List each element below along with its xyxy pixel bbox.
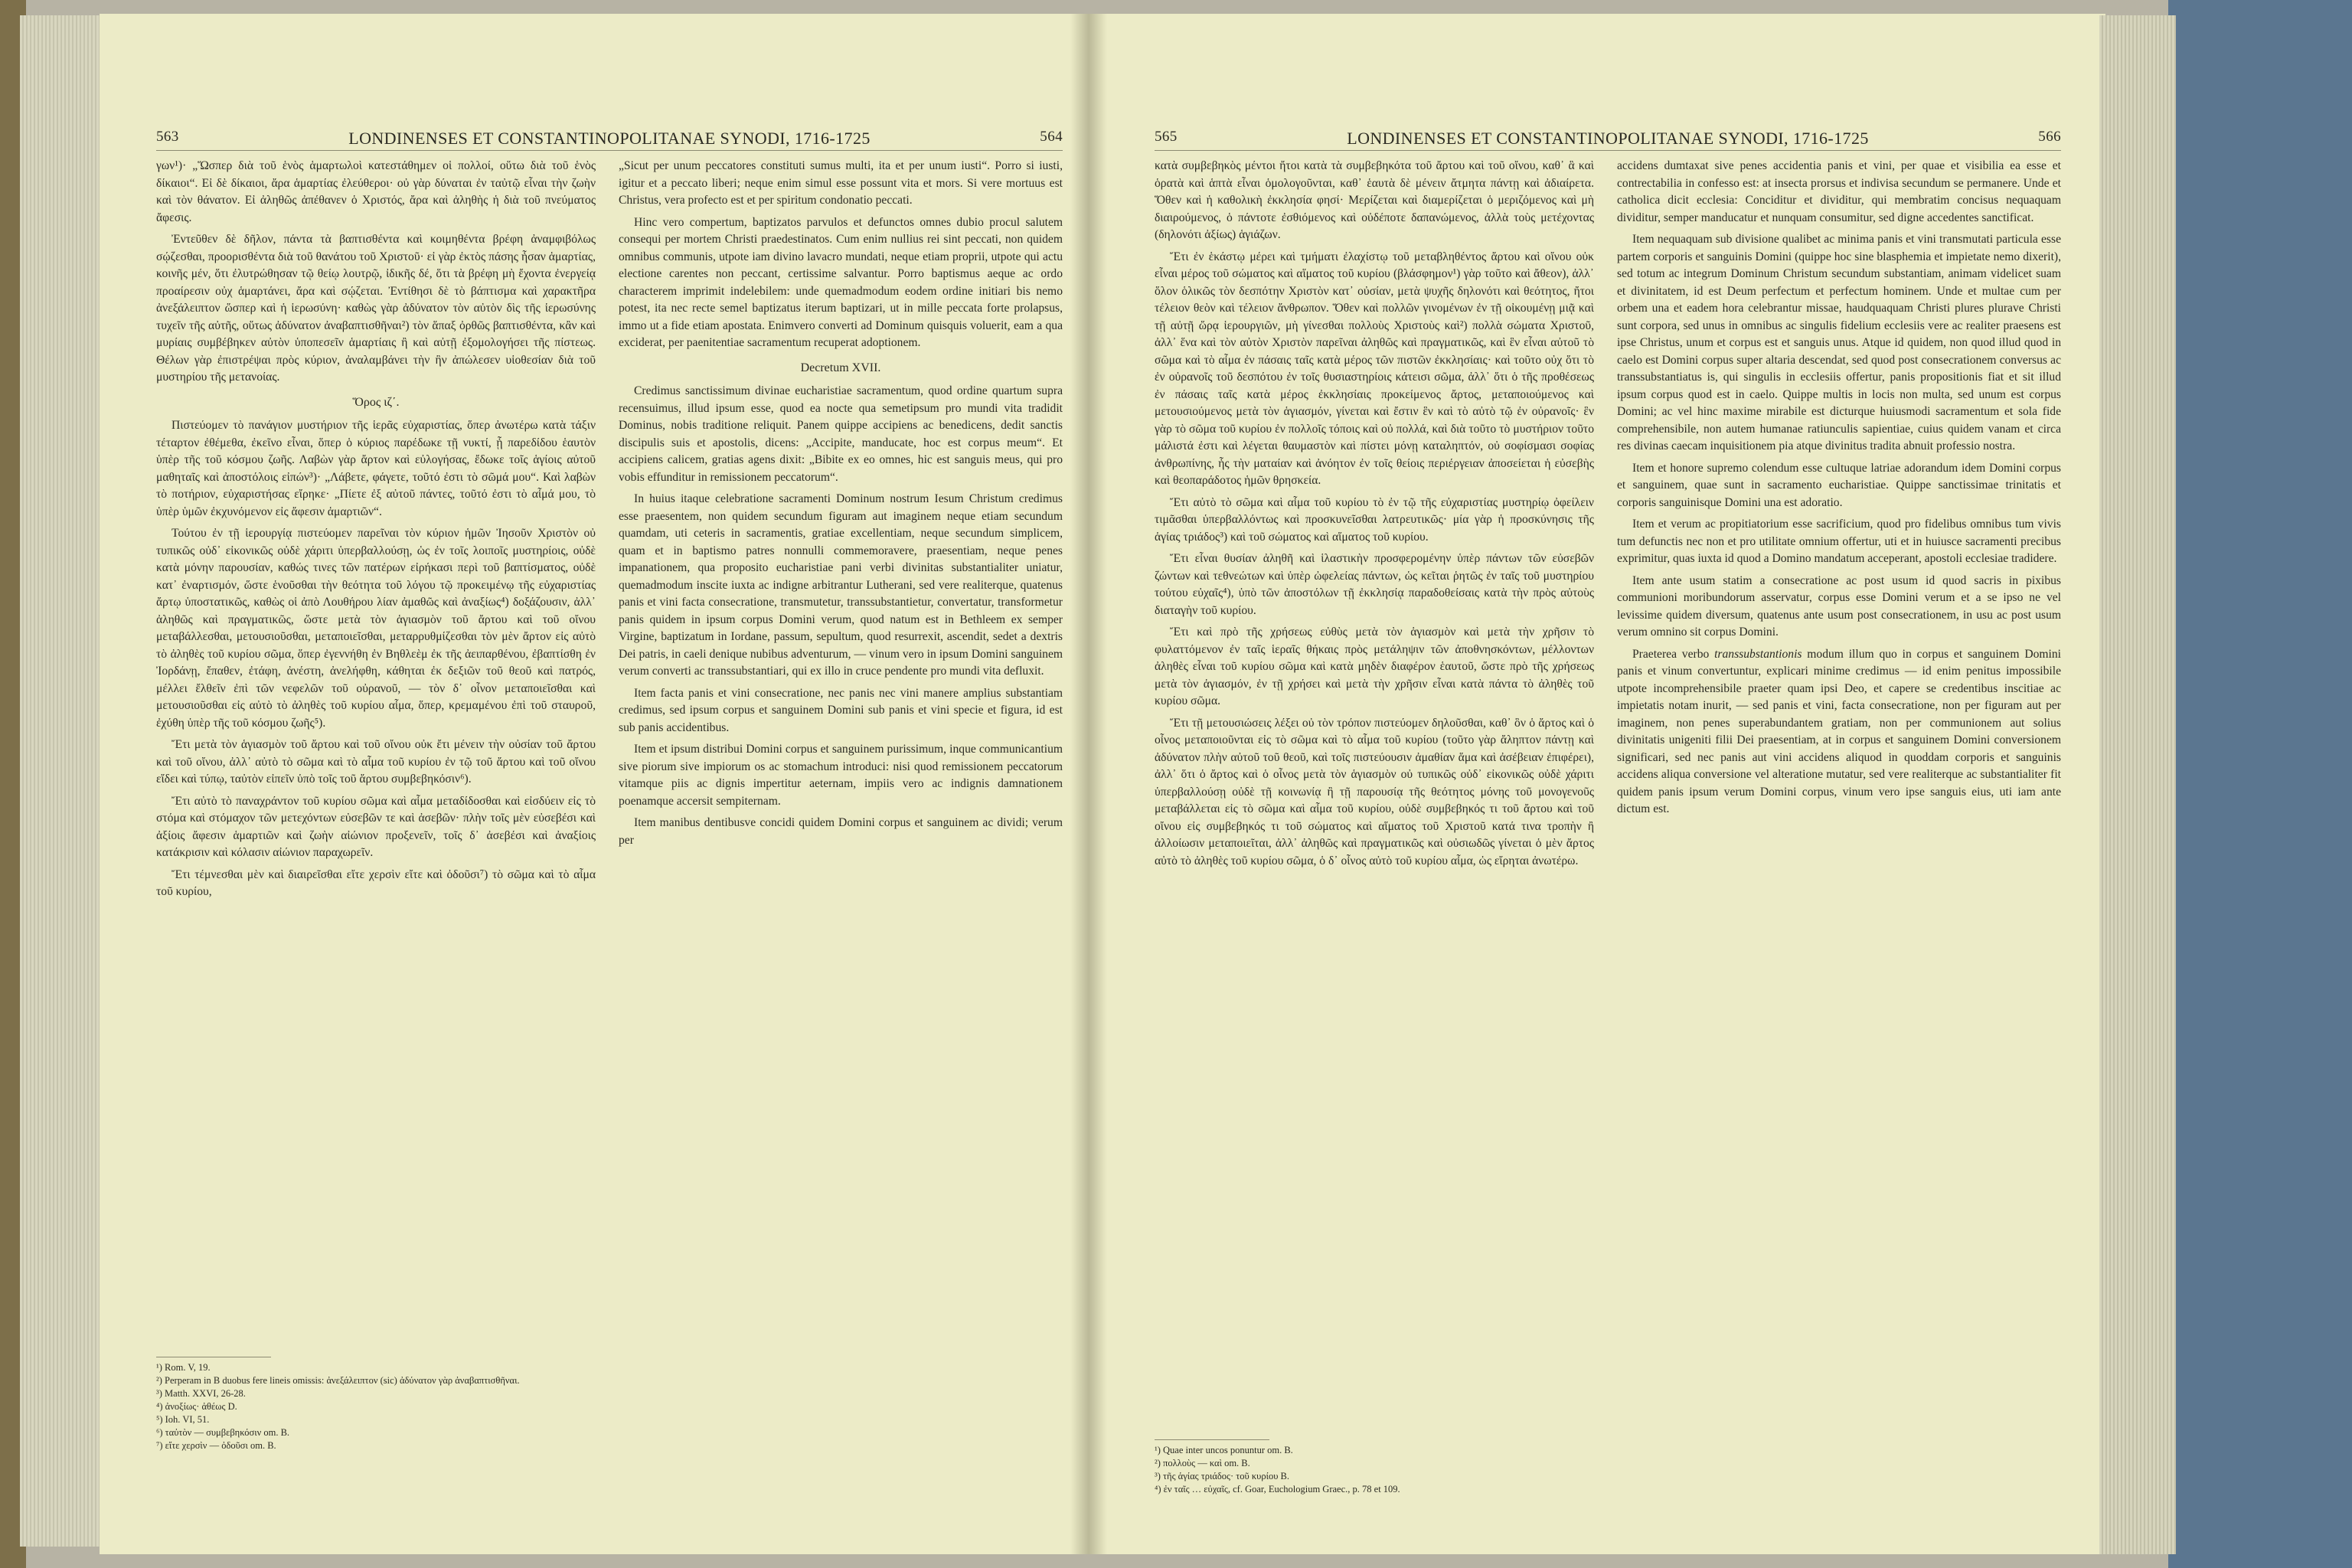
footnote: ²) πολλοὺς — καὶ om. B. bbox=[1155, 1458, 1250, 1468]
head-rule bbox=[156, 150, 1063, 151]
paragraph: Item et ipsum distribui Domini corpus et sanguinem purissimum, inque communicantium sive piorum sive impiorum os ac stomachum introduci: nisi quod remissionem peccatorum vitamque piis ac dignis impertitur aeternam, impiis vero ac indignis damnationem poenamque accersit sempiternam. bbox=[619, 743, 1063, 808]
footnote: ⁴) ἀνοξίως· ἀθέως D. bbox=[156, 1401, 237, 1412]
running-title: LONDINENSES ET CONSTANTINOPOLITANAE SYNODI, 1716-1725 bbox=[348, 129, 871, 148]
footnote-rule bbox=[1155, 1439, 1269, 1440]
footnote: ⁴) ἐν ταῖς … εὐχαῖς, cf. Goar, Euchologium Graec., p. 78 et 109. bbox=[1155, 1484, 1400, 1494]
text-run: Praeterea verbo bbox=[1632, 647, 1715, 661]
paragraph: Ἔτι αὐτὸ τὸ παναχράντον τοῦ κυρίου σῶμα καὶ αἷμα μεταδίδοσθαι καὶ εἰσδύειν εἰς τὸ στόμα καὶ στόμαχον τῶν μετεχόντων εὐσεβῶν τε καὶ ἀσεβῶν· πλὴν τοῖς μὲν εὐσεβέσι καὶ ἀξίοις ἄφεσιν ἁμαρτιῶν καὶ ζωὴν αἰώνιον προξενεῖν, τοῖς δ᾿ ἀσεβέσι καὶ ἀναξίοις κατάκρισιν καὶ κόλασιν αἰώνιον παραχωρεῖν. bbox=[156, 794, 596, 859]
footnotes bbox=[156, 1361, 596, 1452]
section-heading: Ὅρος ιζ΄. bbox=[352, 395, 400, 409]
paragraph bbox=[1617, 646, 2061, 818]
page-number: 563 bbox=[156, 129, 179, 145]
paragraph: In huius itaque celebratione sacramenti Dominum nostrum Iesum Christum credimus esse praesentem, non quidem secundum figuram aut imaginem neque etiam secundum quamdam, uti ceteris in sacramentis, gratiae excellentiam, neque secundum simplicem, quam et in baptismo patres nonnulli commemoraverе, praesentiam, neque penes impanationem, qua proposito eucharistiae pani verbi divinitas substantialiter uniatur, quemadmodum inscite iuxta ac indigne arbitrantur Lutherani, sed vere realiterque, quatenus panis et vini facta consecratione, transmutetur, transsubstantietur, convertatur, transformetur panis quidem in ipsum corpus Domini verum, quod natum est in Bethleem ex semper Virgine, baptizatum in Iordane, passum, sepultum, quod resurrexit, ascendit, sedet a dextris Dei patris, in caeli denique nubibus adventurum, — vinum vero in ipsum Domini sanguinem verum converti ac transsubstantiari, qui ex illo in cruce pendente pro mundi vita defluxit. bbox=[619, 492, 1063, 678]
paragraph: Τούτου ἐν τῇ ἱερουργίᾳ πιστεύομεν παρεῖναι τὸν κύριον ἡμῶν Ἰησοῦν Χριστὸν οὐ τυπικῶς οὐδ᾿ εἰκονικῶς οὐδὲ χάριτι ὑπερβαλλούσῃ, ὡς ἐν τοῖς λοιποῖς μυστηρίοις, οὐδὲ κατὰ μόνην παρουσίαν, καθώς τινες τῶν πατέρων εἰρήκασι περὶ τοῦ βαπτίσματος, οὐδὲ κατ᾿ ἐναρτισμόν, ὥστε ἑνοῦσθαι τὴν θεότητα τοῦ λόγου τῷ προκειμένῳ τῆς εὐχαριστίας ἄρτῳ ὑποστατικῶς, καθὼς οἱ ἀπὸ Λουθήρου λίαν ἀμαθῶς καὶ ἀναξίως⁴) δοξάζουσιν, ἀλλ᾿ ἀληθῶς καὶ πραγματικῶς, ὥστε μετὰ τὸν ἁγιασμὸν τοῦ ἄρτου καὶ τοῦ οἴνου μεταβάλλεσθαι, μετουσιοῦσθαι, μεταποιεῖσθαι, μεταρρυθμίζεσθαι τὸν μὲν ἄρτον εἰς αὐτὸ τὸ ἀληθὲς τοῦ κυρίου σῶμα, ὅπερ ἐγεννήθη ἐν Βηθλεὲμ ἐκ τῆς ἀειπαρθένου, ἐβαπτίσθη ἐν Ἰορδάνῃ, ἔπαθεν, ἐτάφη, ἀνέστη, ἀνελήφθη, κάθηται ἐκ δεξιῶν τοῦ θεοῦ καὶ πατρός, μέλλει ἔλθεῖν ἐπὶ τῶν νεφελῶν τοῦ οὐρανοῦ, — τὸν δ᾿ οἶνον μεταποιεῖσθαι καὶ μετουσιοῦσθαι εἰς αὐτὸ τὸ ἀληθὲς τοῦ κυρίου αἷμα, ὅπερ, κρεμαμένου ἐπὶ τοῦ σταυροῦ, ἐχύθη ὑπὲρ τῆς τοῦ κόσμου ζωῆς⁵). bbox=[156, 527, 596, 730]
greek-column bbox=[156, 158, 596, 1349]
footnote: ¹) Rom. V, 19. bbox=[156, 1362, 211, 1373]
head-rule bbox=[1155, 150, 2061, 151]
paragraph: Item nequaquam sub divisione qualibet ac minima panis et vini transmutati particula esse partem corporis et sanguinis Domini (quippe hoc sine blasphemia et impietate nemo dixerit), sed totum ac integrum Dominum Christum secundum substantiam, animam videlicet suam et divinitatem, id est Deum perfectum et perfectum hominem. Unde et multae cum per orbem una et eadem hora celebrantur missae, haudquaquam Christi plures plurave Christi sunt corpora, sed unus in omnibus ac singulis fidelium ecclesiis vere ac realiter praesens est ipse Christus, unum et corpus est et sanguis unus. Atque id quidem, non quod illud quod in caelo est Domini corpus super altaria descendat, sed quod post consecrationem conversus ac transsubstantiatus is, qui singulis in ecclesiis offertur, panis propositionis fiat et sit illud ipsum corpus quod est in caelo. Quippe multis in locis non multa, sed unum est corpus Domini; ac vel hinc maxime mirabile est dicturque huiusmodi sacramentum et sola fide comprehensibile, non autem humanae ratiunculis sapientiae, cuius quidem vanam et circa res divinas caecam inquisitionem pia atque divinitus tradita abnuit professio nostra. bbox=[1617, 233, 2061, 452]
paragraph: Ἐντεῦθεν δὲ δῆλον, πάντα τὰ βαπτισθέντα καὶ κοιμηθέντα βρέφη ἀναμφιβόλως σῴζεσθαι, προορισθέντα διὰ τοῦ θανάτου τοῦ Χριστοῦ· εἰ γὰρ ἐκτὸς πάσης ἦσαν ἁμαρτίας, κοινῆς μέν, ὅτι ἐλυτρώθησαν τῷ θείῳ λουτρῷ, ἰδικῆς δέ, ὅτι τὰ βρέφη μὴ ἔχοντα ἐνεργείᾳ προαίρεσιν οὐχ ἁμαρτάνει, ἄρα καὶ σῴζεται. Ἐντίθησι δὲ τὸ βάπτισμα καὶ χαρακτῆρα ἀνεξάλειπτον ὥσπερ καὶ ἡ ἱερωσύνη· καθὼς γὰρ ἀδύνατον τὸν αὐτὸν δὶς τῆς ἱερωσύνης τυχεῖν τῆς αὐτῆς, οὕτως ἀδύνατον ἀναβαπτισθῆναι²) τὸν ἅπαξ ὀρθῶς βαπτισθέντα, κἂν καὶ μυρίαις συμβέβηκεν αὐτὸν ὑποπεσεῖν ἁμαρτίαις ἢ καὶ αὐτῇ ἐξομολογήσει τῆς πίστεως. Θέλων γὰρ ἐπιστρέψαι πρὸς κύριον, ἀναλαμβάνει τὴν ἣν ἀπώλεσεν υἱοθεσίαν διὰ τοῦ μυστηρίου τῆς μετανοίας. bbox=[156, 233, 596, 384]
footnote: ²) Perperam in B duobus fere lineis omissis: ἀνεξάλειπτον (sic) ἀδύνατον γὰρ ἀναβαπτισθῆναι. bbox=[156, 1375, 520, 1386]
footnote: ⁷) εἴτε χερσὶν — ὀδοῦσι om. B. bbox=[156, 1440, 276, 1451]
latin-column bbox=[1617, 158, 2061, 1452]
book-page-edges-left bbox=[20, 15, 106, 1547]
paragraph: Ἔτι ἐν ἑκάστῳ μέρει καὶ τμήματι ἐλαχίστῳ τοῦ μεταβληθέντος ἄρτου καὶ οἴνου οὐκ εἶναι μέρος τοῦ σώματος καὶ αἵματος τοῦ κυρίου (βλάσφημον¹) γὰρ τοῦτο καὶ ἄθεον), ἀλλ᾿ ὅλον ὁλικῶς τὸν δεσπότην Χριστὸν κατ᾿ οὐσίαν, μετὰ ψυχῆς δηλονότι καὶ θεότητος, ἤτοι τέλειον θεὸν καὶ τέλειον ἄνθρωπον. Ὅθεν καὶ πολλῶν γινομένων ἐν τῇ οἰκουμένῃ μιᾷ καὶ τῇ αὐτῇ ὥρᾳ ἱερουργιῶν, μὴ γίνεσθαι πολλοὺς Χριστοὺς καὶ²) πολλὰ σώματα Χριστοῦ, ἀλλ᾿ ἕνα καὶ τὸν αὐτὸν Χριστὸν παρεῖναι ἀληθῶς καὶ πραγματικῶς, καὶ ἓν εἶναι αὐτοῦ τὸ σῶμα καὶ τὸ αἷμα ἐν πάσαις ταῖς κατὰ μέρος τῶν πιστῶν ἐκκλησίαις· καὶ τοῦτο οὐχ ὅτι τὸ ἐν οὐρανοῖς τοῦ δεσπότου ἐν τοῖς θυσιαστηρίοις κάτεισι σῶμα, ἀλλ᾿ ὅτι ὁ τῆς προθέσεως ἐν πάσαις ταῖς κατὰ μέρος ἐκκλησίαις προκείμενος ἄρτος, μεταποιούμενος καὶ μετουσιούμενος μετὰ τὸν ἁγιασμόν, γίνεται καὶ ἔστιν ἓν καὶ τὸ αὐτὸ τῷ ἐν οὐρανοῖς· ἓν γὰρ τὸ σῶμα τοῦ κυρίου ἐν πολλοῖς τόποις καὶ οὐ πολλά, καὶ διὰ τοῦτο τὸ μυστήριον τοῦτο μάλιστά ἐστι καὶ λέγεται θαυμαστὸν καὶ πίστει μόνῃ καταληπτόν, οὐ σοφίσμασι σοφίας ἀνθρωπίνης, ἧς τὴν ματαίαν καὶ ἀνόητον ἐν τοῖς θείοις περιέργειαν ἀποσείεται ἡ εὐσεβὴς καὶ θεοπαράδοτος ἡμῶν θρησκεία. bbox=[1155, 250, 1594, 487]
page-number: 566 bbox=[2038, 129, 2061, 145]
right-page bbox=[1087, 14, 2105, 1554]
paragraph: Item ante usum statim a consecratione ac post usum id quod sacris in pixibus communioni moribundorum asservatur, corpus esse Domini verum et a se ipso ne vel levissime quidem diversum, quatenus ante usum post consecrationem, in usu ac post usum verum omnino sit corpus Domini. bbox=[1617, 573, 2061, 639]
paragraph: Ἔτι εἶναι θυσίαν ἀληθῆ καὶ ἱλαστικὴν προσφερομένην ὑπὲρ πάντων τῶν εὐσεβῶν ζώντων καὶ τεθνεώτων καὶ ὑπὲρ ὠφελείας πάντων, ὡς κεῖται ῥητῶς ἐν ταῖς τοῦ μυστηρίου τούτου εὐχαῖς⁴), ὑπὸ τῶν ἀποστόλων τῇ ἐκκλησίᾳ παραδοθείσαις κατὰ τὴν πρὸς αὐτοὺς διαταγὴν τοῦ κυρίου. bbox=[1155, 552, 1594, 617]
page-number: 564 bbox=[1040, 129, 1063, 145]
footnote: ⁶) ταὐτὸν — συμβεβηκόσιν om. B. bbox=[156, 1427, 290, 1438]
background-right bbox=[2168, 0, 2352, 1568]
paragraph: Hinc vero compertum, baptizatos parvulos et defunctos omnes dubio procul salutem consequi per mortem Christi praedestinatos. Cum enim nullius rei sint peccati, non quidem omnibus communis, utpote iam divino lavacro mundati, neque etiam proprii, utpote qui actu electione carentes non peccant, certissime salvantur. Porro baptismus aeque ac ordo characterem imprimit indelebilem: unde quemadmodum eodem ordine initiari bis nemo potest, ita nec recte semel baptizatus iterum baptizari, ut in mille peccata forte prolapsus, immo ut a fide etiam apostata. Enimvero converti ad Dominum quisquis voluerit, eam a qua exciderat, per paenitentiae sacramentum recuperat adoptionem. bbox=[619, 215, 1063, 349]
book-page-edges-right bbox=[2099, 15, 2176, 1554]
footnote: ⁵) Ioh. VI, 51. bbox=[156, 1414, 210, 1425]
page-number: 565 bbox=[1155, 129, 1178, 145]
paragraph: Item facta panis et vini consecratione, nec panis nec vini manere amplius substantiam credimus, sed ipsum corpus et sanguinem Domini sub panis et vini specie et figura, id est sub panis accidentibus. bbox=[619, 686, 1063, 734]
section-heading: Decretum XVII. bbox=[800, 361, 881, 374]
latin-column bbox=[619, 158, 1063, 1452]
text-run: modum illum quo in corpus et sanguinem Domini panis et vinum convertuntur, explicari minime credimus — id enim penitus impossibile utpote incomprehensibile praeter quam ipsi Deo, et capere se credentibus inscitiae ac impietatis notam inurit, — sed panis et vini, facta consecratione, non per figuram aut per imaginem, non penes superabundantem gratiam, non per communionem aut solius divinitatis unigeniti filii Dei praesentiam, at in corpus et sanguinem Domini conversionem significari, sed nec panis aut vini accidens aliquod in quoddam corporis et sanguinis accidens aliqua conversione vel alteratione mutatur, sed vere realiterque ac substantialiter fit quidem panis ipsum verum Domini corpus, vinum vero ipse sanguis eius, uti iam ante dictum est. bbox=[1617, 647, 2061, 815]
paragraph: Credimus sanctissimum divinae eucharistiae sacramentum, quod ordine quartum supra recensuimus, illud ipsum esse, quod ea nocte qua semetipsum pro mundi vita tradidit Dominus, nobis traditione reliquit. Panem quippe accipiens ac benedicens, dedit sanctis discipulis suis et apostolis, dicens: „Accipite, manducate, hoc est corpus meum“. Et accipiens calicem, gratias agens dixit: „Bibite ex eo omnes, hic est sanguis meus, qui pro vobis effunditur in remissionem peccatorum“. bbox=[619, 384, 1063, 484]
paragraph: Ἔτι καὶ πρὸ τῆς χρήσεως εὐθὺς μετὰ τὸν ἁγιασμὸν καὶ μετὰ τὴν χρῆσιν τὸ φυλαττόμενον ἐν ταῖς ἱεραῖς θήκαις πρὸς μετάληψιν τῶν ἀποθνησκόντων, μέλλοντων ἀληθὲς εἶναι τοῦ κυρίου σῶμα καὶ κατὰ μηδὲν διαφέρον ἑαυτοῦ, ὥστε πρὸ τῆς χρήσεως μετὰ τὸν ἁγιασμόν, ἐν τῇ χρήσει καὶ μετὰ τὴν χρῆσιν εἶναι κατὰ πάντα τὸ ἀληθὲς τοῦ κυρίου σῶμα. bbox=[1155, 626, 1594, 707]
paragraph: Ἔτι τῇ μετουσιώσεις λέξει οὐ τὸν τρόπον πιστεύομεν δηλοῦσθαι, καθ᾿ ὃν ὁ ἄρτος καὶ ὁ οἶνος μεταποιοῦνται εἰς τὸ σῶμα καὶ τὸ αἷμα τοῦ κυρίου (τοῦτο γὰρ ἄληπτον πάντῃ καὶ ἀδύνατον πλὴν αὐτοῦ τοῦ θεοῦ, καὶ τοῖς πιστεύουσιν ἀμαθίαν ἅμα καὶ ἀσέβειαν ἐπιφέρει), ἀλλ᾿ ὅτι ὁ ἄρτος καὶ ὁ οἶνος μετὰ τὸν ἁγιασμὸν οὐ τυπικῶς οὐδ᾿ εἰκονικῶς οὐδὲ χάριτι ὑπερβαλλούσῃ οὐδὲ τῇ κοινωνίᾳ ἢ τῇ παρουσίᾳ τῆς θεότητος μόνης τοῦ μονογενοῦς μεταβάλλεται εἰς τὸ σῶμα καὶ αἷμα τοῦ κυρίου, οὐδὲ συμβεβηκός τι τοῦ ἄρτου καὶ τοῦ οἴνου εἰς συμβεβηκός τι τοῦ σώματος καὶ αἵματος τοῦ Χριστοῦ κατά τινα τροπὴν ἢ ἀλλοίωσιν μεταποιεῖται, ἀλλ᾿ ἀληθῶς καὶ πραγματικῶς καὶ οὐσιωδῶς γίνεται ὁ μὲν ἄρτος αὐτὸ τὸ ἀληθὲς τοῦ κυρίου σῶμα, ὁ δ᾿ οἶνος αὐτὸ τοῦ κυρίου αἷμα, ὡς εἴρηται ἀνωτέρω. bbox=[1155, 716, 1594, 867]
footnotes bbox=[1155, 1444, 1594, 1496]
footnote: ¹) Quae inter uncos ponuntur om. B. bbox=[1155, 1445, 1293, 1455]
paragraph: accidens dumtaxat sive penes accidentia panis et vini, per quae et visibilia ea esse et contrectabilia in confesso est: at insecta prorsus et indivisa secundum se permanere. Unde et catholica dicit ecclesia: Conciditur et dividitur, qui membratim concisus nequaquam dividitur, semper manducatur et nunquam consumitur, sed digne accedentes sanctificat. bbox=[1617, 159, 2061, 224]
paragraph: Ἔτι αὐτὸ τὸ σῶμα καὶ αἷμα τοῦ κυρίου τὸ ἐν τῷ τῆς εὐχαριστίας μυστηρίῳ ὀφείλειν τιμᾶσθαι ὑπερβαλλόντως καὶ προσκυνεῖσθαι λατρευτικῶς· μία γὰρ ἡ προσκύνησις τῆς ἁγίας τριάδος³) καὶ τοῦ σώματος καὶ αἵματος τοῦ κυρίου. bbox=[1155, 495, 1594, 544]
paragraph: γων¹)· „Ὥσπερ διὰ τοῦ ἑνὸς ἁμαρτωλοὶ κατεστάθημεν οἱ πολλοί, οὕτω διὰ τοῦ ἑνὸς δίκαιοι“. Εἰ δὲ δίκαιοι, ἄρα ἁμαρτίας ἐλεύθεροι· οὐ γὰρ δύναται ἐν ταὐτῷ εἶναι τὴν ζωὴν καὶ τὸν θάνατον. Εἰ ἀληθῶς ἀπέθανεν ὁ Χριστός, ἄρα καὶ ἀληθὴς ἡ διὰ τοῦ πνεύματος ἄφεσις. bbox=[156, 159, 596, 224]
emphasized-term: transsubstantionis bbox=[1714, 647, 1802, 661]
footnote: ³) Matth. XXVI, 26-28. bbox=[156, 1388, 246, 1399]
book-gutter bbox=[1070, 14, 1107, 1554]
paragraph: Item et verum ac propitiatorium esse sacrificium, quod pro fidelibus omnibus tum vivis tum defunctis nec non et pro utilitate omnium offertur, uti et in huiusce sacramenti precibus exprimitur, quas iuxta id quod a Domino mandatum acceperant, apostoli ecclesiae tradidere. bbox=[1617, 518, 2061, 565]
greek-column bbox=[1155, 158, 1594, 1421]
paragraph: κατὰ συμβεβηκὸς μέντοι ἤτοι κατὰ τὰ συμβεβηκότα τοῦ ἄρτου καὶ τοῦ οἴνου, καθ᾿ ἃ καὶ ὁρατὰ καὶ ἁπτὰ εἶναι ὁμολογοῦνται, καθ᾿ ἑαυτὰ δὲ μένειν ἄτμητα πάντῃ καὶ ἀδιαίρετα. Ὅθεν καὶ ἡ καθολικὴ ἐκκλησία φησί· Μερίζεται καὶ διαμερίζεται ὁ μεριζόμενος καὶ μὴ διαιρούμενος, ὁ πάντοτε ἐσθιόμενος καὶ οὐδέποτε δαπανώμενος, ἀλλὰ τοὺς μετέχοντας (δηλονότι ἀξίως) ἁγιάζων. bbox=[1155, 159, 1594, 241]
running-title: LONDINENSES ET CONSTANTINOPOLITANAE SYNODI, 1716-1725 bbox=[1347, 129, 1869, 148]
left-page bbox=[100, 14, 1087, 1554]
paragraph: Item et honore supremo colendum esse cultuque latriae adorandum idem Domini corpus et sanguinem, quae sunt in sacramento eucharistiae. Quippe sanctissimae trinitatis et corporis sanguinisque Domini una est adoratio. bbox=[1617, 461, 2061, 509]
footnote: ³) τῆς ἁγίας τριάδος· τοῦ κυρίου B. bbox=[1155, 1471, 1289, 1481]
paragraph: „Sicut per unum peccatores constituti sumus multi, ita et per unum iusti“. Porro si iusti, igitur et a peccato liberi; neque enim simul esse possunt vita et mors. Si vere mortuus est Christus, vera profecto est et per spiritum condonatio peccati. bbox=[619, 159, 1063, 207]
paragraph: Ἔτι τέμνεσθαι μὲν καὶ διαιρεῖσθαι εἴτε χερσὶν εἴτε καὶ ὀδοῦσι⁷) τὸ σῶμα καὶ τὸ αἷμα τοῦ κυρίου, bbox=[156, 867, 596, 898]
paragraph: Item manibus dentibusve concidi quidem Domini corpus et sanguinem ac dividi; verum per bbox=[619, 816, 1063, 847]
paragraph: Πιστεύομεν τὸ πανάγιον μυστήριον τῆς ἱερᾶς εὐχαριστίας, ὅπερ ἀνωτέρω κατὰ τάξιν τέταρτον ἐθέμεθα, ἐκεῖνο εἶναι, ὅπερ ὁ κύριος παρέδωκε τῇ νυκτί, ᾗ παρεδίδου ἑαυτὸν ὑπὲρ τῆς τοῦ κόσμου ζωῆς. Λαβὼν γὰρ ἄρτον καὶ εὐλογήσας, ἔδωκε τοῖς ἁγίοις αὐτοῦ μαθηταῖς καὶ ἀποστόλοις εἰπών³)· „Λάβετε, φάγετε, τοῦτό ἐστι τὸ σῶμά μου“. Καὶ λαβὼν τὸ ποτήριον, εὐχαριστήσας εἴρηκε· „Πίετε ἐξ αὐτοῦ πάντες, τοῦτό ἐστι τὸ αἷμά μου, τὸ ὑπὲρ ὑμῶν ἐκχυνόμενον εἰς ἄφεσιν ἁμαρτιῶν“. bbox=[156, 419, 596, 518]
paragraph: Ἔτι μετὰ τὸν ἁγιασμὸν τοῦ ἄρτου καὶ τοῦ οἴνου οὐκ ἔτι μένειν τὴν οὐσίαν τοῦ ἄρτου καὶ τοῦ οἴνου, ἀλλ᾿ αὐτὸ τὸ σῶμα καὶ τὸ αἷμα τοῦ κυρίου ἐν τῷ τοῦ ἄρτου καὶ τοῦ οἴνου εἴδει καὶ τύπῳ, ταὐτὸν εἰπεῖν ὑπὸ τοῖς τοῦ ἄρτου συμβεβηκόσιν⁶). bbox=[156, 738, 596, 786]
